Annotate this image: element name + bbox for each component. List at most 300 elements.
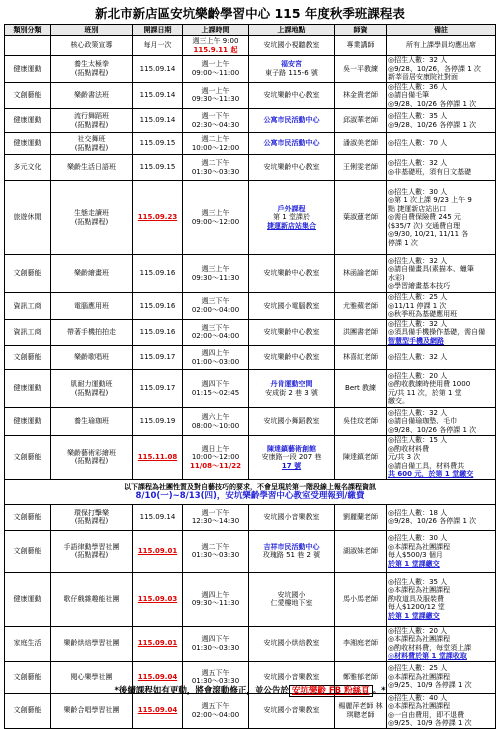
row-place	[249, 504, 335, 530]
place-name: 安坑國小音樂教室	[263, 706, 320, 715]
row-time	[183, 408, 249, 436]
course-name: 樂齡歌唱班	[74, 353, 109, 362]
time-range: 12:30～14:30	[191, 517, 240, 525]
course-name: 養生太極拳	[74, 60, 109, 69]
time-day: 週三下午	[201, 323, 230, 332]
course-name: 電腦應用班	[74, 301, 109, 310]
time-day: 週一上午	[201, 86, 230, 95]
row-category: 健康運動	[5, 370, 51, 408]
table-row	[5, 319, 496, 346]
row-date	[133, 693, 183, 728]
course-name: 樂齡合唱學習社團	[63, 706, 120, 715]
date-value: 115.09.17	[139, 384, 176, 393]
row-category: 資訊工商	[5, 293, 51, 320]
course-tag: (拓點課程)	[74, 143, 109, 152]
table-row	[5, 181, 496, 255]
row-time	[183, 370, 249, 408]
row-notes	[387, 82, 496, 109]
course-name: 樂齡藝術彩繪班	[67, 448, 116, 457]
row-teacher: 葉淑蓮老師	[335, 181, 387, 255]
row-place	[249, 181, 335, 255]
time-range: 09:00～12:00	[191, 217, 240, 226]
date-value: 115.09.16	[139, 328, 176, 336]
course-name: 環保打擊樂	[74, 508, 109, 517]
note-line: ($35/7 次) 交通費自理	[388, 221, 461, 230]
row-notes	[387, 255, 496, 293]
row-teacher: 潘淑美老師	[335, 133, 387, 155]
note-line: ◎第 1 次上課 9/23 上午 9	[388, 196, 472, 205]
place-name: 安坑樂齡中心教室	[263, 269, 320, 278]
row-time	[183, 255, 249, 293]
row-time	[183, 530, 249, 572]
note-line: ◎9/28、10/26 各停課 1 次	[388, 517, 477, 525]
row-teacher: 吳一平教練	[335, 56, 387, 83]
time-day: 週一下午	[201, 508, 230, 517]
date-value: 115.09.14	[139, 91, 176, 99]
row-notes	[387, 109, 496, 133]
note-line: 水彩)	[388, 273, 405, 282]
row-category: 文創藝能	[5, 82, 51, 109]
date-value: 115.09.17	[139, 353, 176, 362]
course-tag: (拓點課程)	[74, 217, 109, 226]
table-row	[5, 436, 496, 480]
row-date	[133, 255, 183, 293]
time-range: 01:15～02:45	[191, 388, 240, 397]
note-line: 元/共 11 次，於第 1 堂	[388, 388, 462, 397]
note-line: 共 600 元，於第 1 堂繳交	[388, 470, 474, 478]
time-day: 週四下午	[201, 380, 230, 388]
row-teacher: 李湘庭老師	[335, 626, 387, 661]
row-notes	[387, 319, 496, 346]
row-time	[183, 346, 249, 370]
course-tag: (拓點課程)	[74, 68, 109, 77]
row-place	[249, 693, 335, 728]
row-place	[249, 56, 335, 83]
time-day: 週二下午	[201, 542, 230, 551]
divider-text	[5, 479, 496, 504]
course-name: 流行舞蹈班	[74, 112, 109, 120]
row-course	[51, 572, 133, 626]
row-date	[133, 504, 183, 530]
header-teacher: 師資	[335, 25, 387, 36]
note-line: 每人$1200/12 堂	[388, 603, 445, 612]
date-value: 115.11.08	[137, 453, 178, 461]
row-category: 文創藝能	[5, 255, 51, 293]
row-date	[133, 109, 183, 133]
row-course	[51, 181, 133, 255]
note-line: ◎材料費於第 1 堂課收取	[388, 652, 467, 660]
note-line: ◎9/30, 10/21, 11/11 各	[388, 230, 469, 239]
row-category: 文創藝能	[5, 693, 51, 728]
place-detail: 玫瑰路 51 巷 2 號	[262, 551, 321, 559]
row-time	[183, 82, 249, 109]
note-line: ◎須具備手機操作基礎，需自備	[388, 328, 486, 336]
course-tag: (拓點課程)	[74, 120, 109, 129]
row-category: 健康運動	[5, 56, 51, 83]
note-line: ◎請自備瑜珈墊、毛巾	[388, 417, 458, 426]
row-place	[249, 408, 335, 436]
time-range: 01:30～03:30	[191, 167, 240, 176]
note-line: ◎酌收教練時使用費 1000	[388, 380, 471, 388]
course-name: 社交舞班	[77, 135, 106, 143]
row-teacher: 馬小馬老師	[335, 572, 387, 626]
row-notes	[387, 346, 496, 370]
note-line: ◎招生人數：32 人	[388, 353, 448, 362]
time-day: 週三上午	[201, 265, 230, 273]
core-date: 每月一次	[133, 36, 183, 56]
table-row	[5, 370, 496, 408]
time-range: 09:30～11:30	[191, 599, 240, 607]
note-line: 停課 1 次	[388, 238, 418, 247]
row-notes	[387, 56, 496, 83]
row-time	[183, 293, 249, 320]
table-row	[5, 293, 496, 320]
table-row	[5, 255, 496, 293]
row-teacher: 鄭雅郁老師	[335, 661, 387, 693]
header-place: 上課地點	[249, 25, 335, 36]
time-range: 01:30～03:30	[191, 551, 240, 559]
course-tag: (拓點課程)	[74, 388, 109, 397]
core-time: 週三上午 9:00 115.9.11 起	[183, 36, 249, 56]
note-line: ◎秋季班為基礎應用班	[388, 310, 458, 318]
course-name: 樂齡繪畫班	[74, 269, 109, 278]
row-teacher: 吳佳玟老師	[335, 408, 387, 436]
fb-page-link[interactable]: 安坑樂齡 FB 粉絲頁	[289, 685, 373, 697]
row-place	[249, 82, 335, 109]
note-line: 於第 1 堂課繳交	[388, 559, 440, 568]
time-day: 週六上午	[201, 413, 230, 421]
row-notes	[387, 408, 496, 436]
row-notes	[387, 133, 496, 155]
row-category: 家庭生活	[5, 626, 51, 661]
time-range: 10:00～12:00	[191, 453, 240, 461]
row-course	[51, 82, 133, 109]
place-name: 安坑國小音樂教室	[263, 672, 320, 681]
course-tag: (拓點課程)	[74, 517, 109, 525]
note-line: ◎本課程為社團課程	[388, 635, 451, 643]
row-date	[133, 155, 183, 181]
row-category: 多元文化	[5, 155, 51, 181]
table-row	[5, 56, 496, 83]
header-course: 班別	[51, 25, 133, 36]
note-line: ◎9/25、10/9 各停課 1 次	[388, 681, 472, 690]
row-category: 文創藝能	[5, 436, 51, 480]
row-time	[183, 155, 249, 181]
time-day: 週日上午	[201, 444, 230, 453]
row-category: 文創藝能	[5, 530, 51, 572]
table-row	[5, 693, 496, 728]
time-range: 01:30～03:30	[191, 677, 240, 685]
row-date	[133, 436, 183, 480]
place-name: 安坑國小	[277, 590, 306, 599]
date-range: 11/08～11/22	[189, 461, 242, 470]
row-course	[51, 408, 133, 436]
time-day: 週五下午	[201, 702, 230, 710]
note-line: ◎本課程為社團課程	[388, 672, 451, 681]
note-line: ◎一自由費用，即不退費	[388, 710, 465, 719]
row-notes	[387, 693, 496, 728]
table-row	[5, 155, 496, 181]
date-value: 115.09.01	[137, 639, 178, 648]
row-notes	[387, 530, 496, 572]
note-line: 於第 1 堂課繳交	[388, 611, 440, 620]
place-name: 戶外課程	[277, 204, 306, 213]
course-name: 手語律動學習社團	[63, 542, 120, 551]
place-detail: 東子路 115-6 號	[265, 68, 318, 77]
date-value: 115.09.14	[139, 116, 176, 125]
row-course	[51, 255, 133, 293]
row-place	[249, 436, 335, 480]
row-teacher: 劉麗蘭老師	[335, 504, 387, 530]
row-notes	[387, 370, 496, 408]
row-teacher: 林喜紅老師	[335, 346, 387, 370]
row-place	[249, 293, 335, 320]
row-teacher: 楊麗萍老師 林琪聰老師	[335, 693, 387, 728]
row-date	[133, 572, 183, 626]
row-place	[249, 255, 335, 293]
time-day: 週二下午	[201, 159, 230, 167]
table-row	[5, 572, 496, 626]
date-value: 115.09.15	[139, 163, 176, 172]
note-line: ◎招生人數：35 人	[388, 577, 448, 586]
table-row	[5, 504, 496, 530]
note-line: ◎招生人數：32 人	[388, 159, 448, 167]
note-line: ◎請自備毛筆	[388, 91, 430, 99]
note-line: ◎請自備畫具(素描本、蠟筆	[388, 265, 474, 273]
time-range: 09:30～11:30	[191, 273, 240, 282]
course-tag: (拓點課程)	[74, 457, 109, 466]
course-name: 歌仔戲雜趣能社團	[63, 594, 120, 603]
note-line: ◎招生人數：30 人	[388, 187, 448, 196]
time-day: 週二上午	[201, 135, 230, 143]
note-line: ◎非基礎班，須有日文基礎	[388, 167, 472, 176]
header-notes: 備註	[387, 25, 496, 36]
row-category: 健康運動	[5, 408, 51, 436]
section-divider	[5, 479, 496, 504]
table-row	[5, 82, 496, 109]
row-course	[51, 693, 133, 728]
row-notes	[387, 293, 496, 320]
row-category: 文創藝能	[5, 504, 51, 530]
note-line: ◎招生人數：30 人	[388, 534, 448, 542]
note-line: ◎本課程為社團課程	[388, 542, 451, 551]
row-date	[133, 293, 183, 320]
place-detail: 安成街 2 巷 3 號	[265, 388, 318, 397]
place-detail: 安康路一段 207 巷	[261, 453, 322, 461]
course-name: 肌耐力運動班	[70, 380, 113, 388]
note-line: ◎招生人數：15 人	[388, 436, 448, 444]
course-name: 樂齡生活日語班	[67, 163, 116, 172]
place-name: 福安宮	[281, 60, 302, 69]
time-day: 週五下午	[201, 668, 230, 677]
note-line: 新莘晉居安康院社對面	[388, 73, 458, 81]
row-notes	[387, 504, 496, 530]
note-line: ◎招生人數：32 人	[388, 56, 448, 64]
table-body	[5, 36, 496, 729]
time-range: 02:00～04:00	[191, 305, 240, 314]
note-line: ◎11/11 停課 1 次	[388, 301, 447, 310]
row-course	[51, 626, 133, 661]
row-category: 文創藝能	[5, 661, 51, 693]
row-teacher: 尤雅蘋老師	[335, 293, 387, 320]
row-notes	[387, 626, 496, 661]
row-date	[133, 370, 183, 408]
row-place	[249, 346, 335, 370]
row-course	[51, 319, 133, 346]
note-line: 元/共 3 次	[388, 453, 421, 461]
row-teacher: 陳達鎮老師	[335, 436, 387, 480]
row-category: 健康運動	[5, 109, 51, 133]
note-line: ◎請自備工具，材料費共	[388, 461, 465, 470]
row-time	[183, 181, 249, 255]
note-line: ◎9/28、10/26 各停課 1 次	[388, 425, 477, 434]
row-category: 健康運動	[5, 133, 51, 155]
place-detail-2: 捷運新店站集合	[267, 221, 316, 230]
row-category: 資訊工商	[5, 319, 51, 346]
place-name: 安坑樂齡中心教室	[263, 163, 320, 172]
row-course	[51, 56, 133, 83]
course-name: 生態走讀班	[74, 209, 109, 217]
row-date	[133, 56, 183, 83]
row-place	[249, 133, 335, 155]
row-category: 文創藝能	[5, 346, 51, 370]
place-name: 安坑國小電腦教室	[263, 301, 320, 310]
table-row	[5, 530, 496, 572]
row-place	[249, 572, 335, 626]
date-value: 115.09.04	[137, 672, 178, 681]
row-course	[51, 293, 133, 320]
note-line: ◎本課程為社團課程	[388, 586, 451, 595]
place-name: 安坑國小烘焙教室	[263, 639, 320, 648]
table-row	[5, 346, 496, 370]
course-name: 帶著手機拍拍走	[67, 328, 116, 336]
table-row	[5, 133, 496, 155]
page-title: 新北市新店區安坑樂齡學習中心 115 年度秋季班課程表	[95, 6, 405, 21]
row-time	[183, 109, 249, 133]
time-day: 週三下午	[201, 297, 230, 306]
divider-line-2: 8/10(一)~8/13(四)，安坑樂齡學習中心教室受理報到/繳費	[135, 490, 365, 501]
note-line: ◎學習繪畫基本技巧	[388, 282, 451, 290]
note-line: 智慧型手機及網路	[388, 336, 444, 345]
row-notes	[387, 572, 496, 626]
note-line: ◎需自費保險費 245 元	[388, 213, 461, 222]
note-line: ◎本課程為社團課程	[388, 702, 451, 710]
date-value: 115.09.14	[139, 64, 176, 73]
note-line: 每人$500/3 個月	[388, 551, 443, 559]
row-date	[133, 530, 183, 572]
row-time	[183, 693, 249, 728]
row-teacher: 林函諭老師	[335, 255, 387, 293]
row-date	[133, 346, 183, 370]
row-course	[51, 109, 133, 133]
row-place	[249, 626, 335, 661]
time-range: 01:30～03:30	[191, 643, 240, 652]
note-line: ◎招生人數：25 人	[388, 664, 448, 673]
table-row	[5, 626, 496, 661]
place-detail-2: 17 號	[281, 461, 302, 470]
date-value: 115.09.04	[137, 706, 178, 715]
row-teacher: 王俐雯老師	[335, 155, 387, 181]
row-time	[183, 572, 249, 626]
date-value: 115.09.19	[139, 417, 176, 426]
time-day: 週一上午	[201, 60, 230, 69]
row-course	[51, 370, 133, 408]
place-name: 安坑國小舞蹈教室	[263, 417, 320, 426]
row-notes	[387, 155, 496, 181]
header-category: 類別分類	[5, 25, 51, 36]
row-teacher: 洪團書老師	[335, 319, 387, 346]
core-place: 安坑國小視聽教室	[249, 36, 335, 56]
row-time	[183, 504, 249, 530]
time-day: 週四上午	[201, 349, 230, 357]
row-date	[133, 626, 183, 661]
course-tag: (拓點課程)	[74, 551, 109, 559]
note-line: ◎9/28、10/26 各停課 1 次	[388, 99, 477, 108]
date-value: 115.09.03	[137, 594, 178, 603]
note-line: ◎招生人數：32 人	[388, 408, 448, 417]
note-line: ◎招生人數：20 人	[388, 626, 448, 635]
note-line: 繳交。	[388, 397, 409, 405]
place-detail: 第 1 堂課於	[273, 213, 310, 222]
footer-note: *後續課程如有更動，將會滾動修正，並公告於 安坑樂齡 FB 粉絲頁 。*	[114, 686, 386, 696]
place-name: 安坑樂齡中心教室	[263, 91, 320, 99]
note-line: ◎酌收材料費，每堂須上課	[388, 643, 472, 652]
time-day: 週三上午	[201, 209, 230, 217]
row-date	[133, 181, 183, 255]
core-note: 所有上課學員均應出席	[387, 36, 496, 56]
row-time	[183, 626, 249, 661]
date-value: 115.09.16	[139, 269, 176, 278]
row-course	[51, 155, 133, 181]
place-name: 安坑樂齡中心教室	[263, 328, 320, 336]
note-line: ◎9/25、10/9 各停課 1 次	[388, 719, 472, 727]
row-date	[133, 133, 183, 155]
note-line: 點 捷運新店站出口	[388, 204, 447, 213]
note-line: ◎酌收材料費	[388, 444, 430, 453]
note-line: ◎招生人數：36 人	[388, 82, 448, 91]
row-place	[249, 155, 335, 181]
table-row	[5, 109, 496, 133]
note-line: ◎9/28、10/26 各停課 1 次	[388, 120, 477, 129]
row-place	[249, 370, 335, 408]
date-value: 115.09.23	[137, 213, 178, 222]
row-place	[249, 319, 335, 346]
row-date	[133, 82, 183, 109]
date-value: 115.09.14	[139, 512, 176, 521]
note-line: ◎招生人數：40 人	[388, 693, 448, 702]
core-course: 核心政策宣導	[51, 36, 133, 56]
row-course	[51, 346, 133, 370]
row-time	[183, 56, 249, 83]
note-line: ◎9/28、10/26，各停課 1 次	[388, 64, 481, 73]
time-range: 09:00～11:00	[191, 68, 240, 77]
core-row	[5, 36, 496, 56]
place-name: 公寓市民活動中心	[263, 139, 320, 148]
table-row	[5, 408, 496, 436]
date-value: 115.09.01	[137, 546, 178, 555]
place-name: 丹肯運動空間	[270, 380, 313, 388]
course-name: 閱心樂學社團	[70, 672, 113, 681]
course-name: 樂齡烘焙學習社團	[63, 639, 120, 648]
time-range: 01:00～03:00	[191, 357, 240, 366]
row-teacher: 林金貴老師	[335, 82, 387, 109]
note-line: ◎招生人數：32 人	[388, 319, 448, 328]
row-course	[51, 530, 133, 572]
row-category: 健康運動	[5, 572, 51, 626]
time-range: 02:30～04:30	[191, 120, 240, 129]
course-name: 養生瑜珈班	[74, 417, 109, 426]
note-line: ◎招生人數：32 人	[388, 256, 448, 265]
